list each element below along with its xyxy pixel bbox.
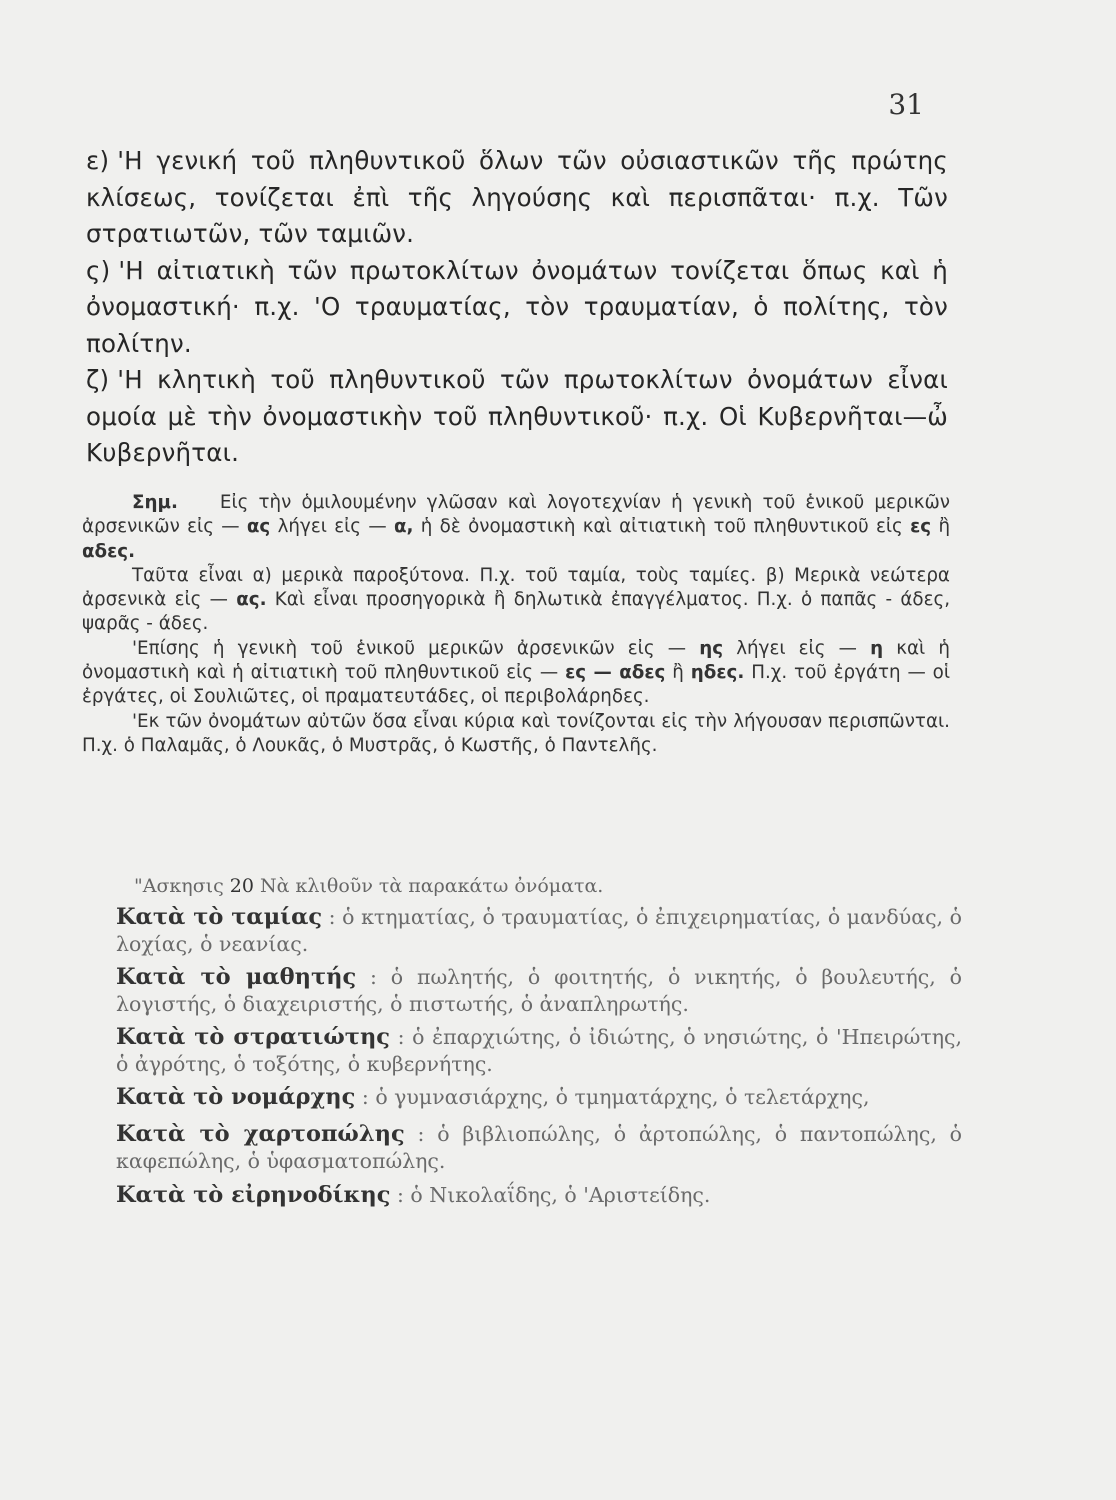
group-label: Κατὰ τὸ ταμίας (116, 904, 323, 930)
note-paragraph: 'Εκ τῶν ὀνομάτων αὐτῶν ὅσα εἶναι κύρια καὶ τονίζονται εἰς τὴν λήγουσαν περισπῶνται. Π.χ. ὁ Παλαμᾶς, ὁ Λουκᾶς, ὁ Μυστρᾶς, ὁ Κωστῆς, ὁ Παντελῆς. (82, 710, 950, 756)
note-text: 'Επίσης ἡ γενικὴ τοῦ ἑνικοῦ μερικῶν ἀρσενικῶν εἰς — (132, 637, 687, 659)
rule-paragraph (86, 253, 948, 363)
note-ending: ες — αδες (565, 662, 666, 684)
note-ending: ηδες. (690, 662, 745, 684)
note-section (82, 491, 950, 758)
note-paragraph (82, 564, 950, 637)
note-ending: ας. (236, 589, 267, 611)
note-ending: ες (910, 516, 932, 538)
note-text: Π.χ. τοῦ ἐργάτη — οἱ ἐργάτες, οἱ Σουλιῶτες, οἱ πραματευτάδες, οἱ περιβολάρηδες. (82, 662, 951, 708)
note-paragraph (82, 491, 950, 564)
note-text: λήγει εἰς — (277, 516, 387, 538)
group-words: : ὁ ἐπαρχιώτης, ὁ ἰδιώτης, ὁ νησιώτης, ὁ 'Ηπειρώτης, ὁ ἀγρότης, ὁ τοξότης, ὁ κυβερνήτης. (116, 1025, 962, 1076)
note-ending: α, (393, 516, 414, 538)
exercise-group (116, 1024, 962, 1078)
grammar-rules (86, 143, 948, 472)
exercise-group (116, 1084, 962, 1111)
note-text: καὶ ἡ ὀνομαστικὴ καὶ ἡ αἰτιατικὴ τοῦ πληθυντικοῦ εἰς — (82, 637, 950, 684)
group-words: : ὁ γυμνασιάρχης, ὁ τμηματάρχης, ὁ τελετάρχης, (361, 1085, 870, 1109)
exercise-number: 20 (229, 875, 254, 897)
note-ending: αδες. (82, 540, 136, 562)
note-label: Σημ. (132, 492, 178, 513)
note-ending: η (870, 637, 884, 659)
group-words: : ὁ κτηματίας, ὁ τραυματίας, ὁ ἐπιχειρηματίας, ὁ μανδύας, ὁ λοχίας, ὁ νεανίας. (116, 905, 962, 956)
note-ending: ης (699, 637, 724, 659)
page-number: 31 (888, 88, 924, 121)
rule-label: ς) (86, 255, 111, 285)
note-paragraph (82, 637, 950, 710)
rule-text: 'Η κλητικὴ τοῦ πληθυντικοῦ τῶν πρωτοκλίτων ὀνομάτων εἶναι ομοία μὲ τὴν ὀνομαστικὴν τοῦ πληθυντικοῦ· π.χ. Οἱ Κυβερνῆται—ὦ Κυβερνῆται. (86, 365, 948, 467)
rule-paragraph (86, 143, 948, 253)
rule-text: 'Η αἰτιατικὴ τῶν πρωτοκλίτων ὀνομάτων τονίζεται ὅπως καὶ ἡ ὀνομαστική· π.χ. 'Ο τραυματίας, τὸν τραυματίαν, ὁ πολίτης, τὸν πολίτην. (86, 255, 948, 358)
exercise-instruction: Νὰ κλιθοῦν τὰ παρακάτω ὀνόματα. (260, 875, 604, 897)
group-label: Κατὰ τὸ στρατιώτης (116, 1024, 391, 1050)
rule-text: 'Η γενική τοῦ πληθυντικοῦ ὅλων τῶν οὐσιαστικῶν τῆς πρώτης κλίσεως, τονίζεται ἐπὶ τῆς ληγούσης καὶ περισπᾶται· π.χ. Τῶν στρατιωτῶν, τῶν ταμιῶν. (86, 146, 948, 248)
group-words: : ὁ βιβλιοπώλης, ὁ ἀρτοπώλης, ὁ παντοπώλης, ὁ καφεπώλης, ὁ ὑφασματοπώλης. (116, 1122, 962, 1173)
note-text: ἡ δὲ ὀνομαστικὴ καὶ αἰτιατικὴ τοῦ πληθυντικοῦ εἰς (420, 516, 903, 538)
exercise-group (116, 964, 962, 1018)
rule-label: ζ) (86, 365, 110, 394)
exercise-heading (134, 874, 962, 898)
note-text: ἢ (938, 516, 951, 538)
exercise-section (116, 874, 962, 1209)
exercise-group (116, 904, 962, 958)
group-label: Κατὰ τὸ χαρτοπώλης (116, 1121, 405, 1147)
group-label: Κατὰ τὸ νομάρχης (116, 1084, 356, 1110)
note-text: Καὶ εἶναι προσηγορικὰ ἢ δηλωτικὰ ἐπαγγέλματος. Π.χ. ὁ παπᾶς - άδες, ψαρᾶς - άδες. (82, 589, 951, 635)
group-label: Κατὰ τὸ εἰρηνοδίκης (116, 1182, 391, 1208)
group-words: : ὁ Νικολαΐδης, ὁ 'Αριστείδης. (397, 1183, 711, 1207)
group-words: : ὁ πωλητής, ὁ φοιτητής, ὁ νικητής, ὁ βουλευτής, ὁ λογιστής, ὁ διαχειριστής, ὁ πιστωτής, ὁ ἀναπληρωτής. (116, 965, 962, 1016)
exercise-word: "Ασκησις (134, 875, 224, 897)
exercise-group (116, 1182, 962, 1209)
exercise-group (116, 1121, 962, 1175)
note-text: Εἰς τὴν ὁμιλουμένην γλῶσαν καὶ λογοτεχνίαν ἡ γενικὴ τοῦ ἑνικοῦ μερικῶν ἀρσενικῶν εἰς — (82, 492, 950, 538)
rule-paragraph (86, 362, 948, 472)
note-text: λήγει εἰς — (736, 637, 857, 659)
note-text: ἢ (672, 662, 684, 684)
rule-label: ε) (86, 146, 110, 175)
note-ending: ας (246, 516, 271, 538)
note-text: Ταῦτα εἶναι α) μερικὰ παροξύτονα. Π.χ. τοῦ ταμία, τοὺς ταμίες. β) Μερικὰ νεώτερα ἀρσενικὰ εἰς — (82, 564, 950, 611)
group-label: Κατὰ τὸ μαθητής (116, 964, 357, 990)
